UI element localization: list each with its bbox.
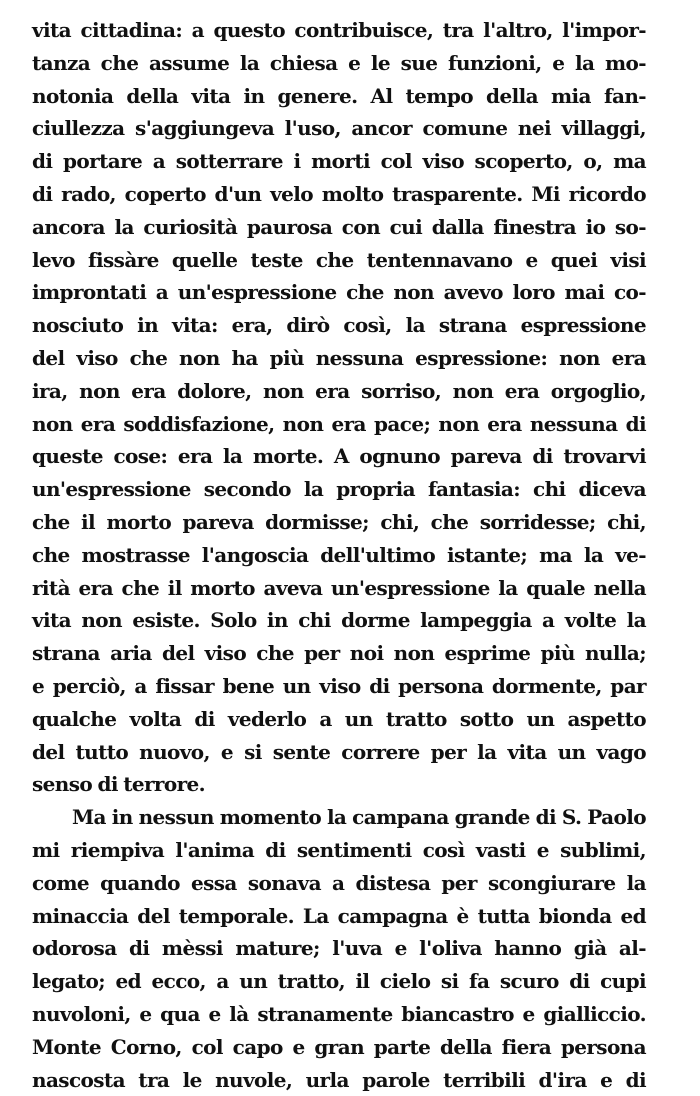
text-line: ancora la curiosità paurosa con cui dalla finestra io so-	[32, 211, 646, 244]
text-line: legato; ed ecco, a un tratto, il cielo si fa scuro di cupi	[32, 965, 646, 998]
text-line: levo fissàre quelle teste che tentennavano e quei visi	[32, 244, 646, 277]
text-line: ciullezza s'aggiungeva l'uso, ancor comune nei villaggi,	[32, 112, 646, 145]
text-line: tanza che assume la chiesa e le sue funzioni, e la mo-	[32, 47, 646, 80]
text-line: strana aria del viso che per noi non esprime più nulla;	[32, 637, 646, 670]
paragraph-1	[32, 14, 646, 801]
paragraph-2	[32, 801, 646, 1096]
text-line: notonia della vita in genere. Al tempo della mia fan-	[32, 80, 646, 113]
text-line: qualche volta di vederlo a un tratto sotto un aspetto	[32, 703, 646, 736]
text-line: minaccia del temporale. La campagna è tutta bionda ed	[32, 900, 646, 933]
text-line: vita non esiste. Solo in chi dorme lampeggia a volte la	[32, 604, 646, 637]
text-line: un'espressione secondo la propria fantasia: chi diceva	[32, 473, 646, 506]
text-line: non era soddisfazione, non era pace; non era nessuna di	[32, 408, 646, 441]
text-line: queste cose: era la morte. A ognuno pareva di trovarvi	[32, 440, 646, 473]
text-line: che mostrasse l'angoscia dell'ultimo istante; ma la ve-	[32, 539, 646, 572]
text-line: del tutto nuovo, e si sente correre per la vita un vago	[32, 736, 646, 769]
text-line: e perciò, a fissar bene un viso di persona dormente, par	[32, 670, 646, 703]
text-line: come quando essa sonava a distesa per scongiurare la	[32, 867, 646, 900]
text-line: che il morto pareva dormisse; chi, che sorridesse; chi,	[32, 506, 646, 539]
text-line: del viso che non ha più nessuna espressione: non era	[32, 342, 646, 375]
text-line: di rado, coperto d'un velo molto trasparente. Mi ricordo	[32, 178, 646, 211]
text-line: vita cittadina: a questo contribuisce, tra l'altro, l'impor-	[32, 14, 646, 47]
text-line: senso di terrore.	[32, 768, 646, 801]
text-line: di portare a sotterrare i morti col viso scoperto, o, ma	[32, 145, 646, 178]
text-line: nosciuto in vita: era, dirò così, la strana espressione	[32, 309, 646, 342]
text-line: ira, non era dolore, non era sorriso, non era orgoglio,	[32, 375, 646, 408]
book-page	[32, 14, 646, 1096]
text-line: odorosa di mèssi mature; l'uva e l'oliva hanno già al-	[32, 932, 646, 965]
text-line: nuvoloni, e qua e là stranamente biancastro e gialliccio.	[32, 998, 646, 1031]
text-line: rità era che il morto aveva un'espressione la quale nella	[32, 572, 646, 605]
text-line: Monte Corno, col capo e gran parte della fiera persona	[32, 1031, 646, 1064]
text-line: mi riempiva l'anima di sentimenti così vasti e sublimi,	[32, 834, 646, 867]
text-line: improntati a un'espressione che non avevo loro mai co-	[32, 276, 646, 309]
text-line: Ma in nessun momento la campana grande di S. Paolo	[32, 801, 646, 834]
text-line: nascosta tra le nuvole, urla parole terribili d'ira e di	[32, 1064, 646, 1096]
